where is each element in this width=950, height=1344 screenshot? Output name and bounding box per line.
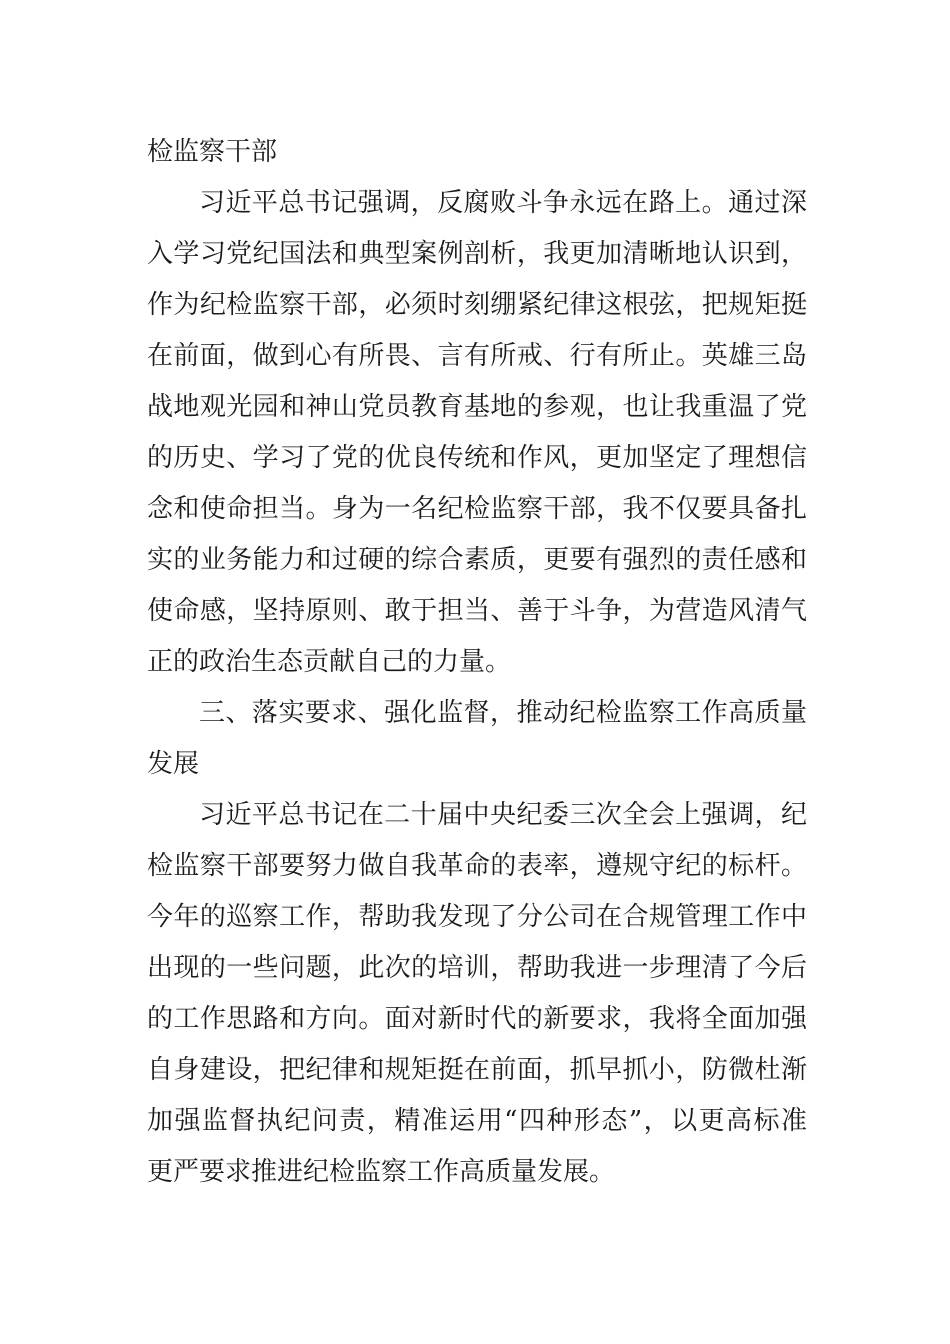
section-heading-line-1: 三、落实要求、强化监督，推动纪检监察工作高质量 (199, 698, 807, 728)
paragraph-3-line-1: 习近平总书记在二十届中央纪委三次全会上强调，纪 (199, 800, 807, 830)
paragraph-3-line-6: 自身建设，把纪律和规矩挺在前面，抓早抓小，防微杜渐 (147, 1055, 807, 1085)
paragraph-3-line-5: 的工作思路和方向。面对新时代的新要求，我将全面加强 (147, 1004, 807, 1034)
paragraph-2-line-9: 使命感，坚持原则、敢于担当、善于斗争，为营造风清气 (147, 596, 807, 626)
paragraph-2-line-10: 正的政治生态贡献自己的力量。 (147, 647, 512, 677)
paragraph-2-line-8: 实的业务能力和过硬的综合素质，更要有强烈的责任感和 (147, 545, 807, 575)
paragraph-continuation-line: 检监察干部 (147, 137, 278, 167)
paragraph-2-line-6: 的历史、学习了党的优良传统和作风，更加坚定了理想信 (147, 443, 807, 473)
section-heading-line-2: 发展 (147, 749, 200, 779)
paragraph-2-line-2: 入学习党纪国法和典型案例剖析，我更加清晰地认识到， (147, 239, 807, 269)
paragraph-3-line-8: 更严要求推进纪检监察工作高质量发展。 (147, 1157, 616, 1187)
paragraph-2-line-1: 习近平总书记强调，反腐败斗争永远在路上。通过深 (199, 188, 807, 218)
paragraph-3-line-2: 检监察干部要努力做自我革命的表率，遵规守纪的标杆。 (147, 851, 807, 881)
paragraph-2-line-4: 在前面，做到心有所畏、言有所戒、行有所止。英雄三岛 (147, 341, 807, 371)
paragraph-2-line-3: 作为纪检监察干部，必须时刻绷紧纪律这根弦，把规矩挺 (147, 290, 807, 320)
paragraph-3-line-4: 出现的一些问题，此次的培训，帮助我进一步理清了今后 (147, 953, 807, 983)
paragraph-2-line-7: 念和使命担当。身为一名纪检监察干部，我不仅要具备扎 (147, 494, 807, 524)
paragraph-3-line-7: 加强监督执纪问责，精准运用“四种形态”，以更高标准 (147, 1106, 807, 1136)
paragraph-2-line-5: 战地观光园和神山党员教育基地的参观，也让我重温了党 (147, 392, 807, 422)
paragraph-3-line-3: 今年的巡察工作，帮助我发现了分公司在合规管理工作中 (147, 902, 807, 932)
